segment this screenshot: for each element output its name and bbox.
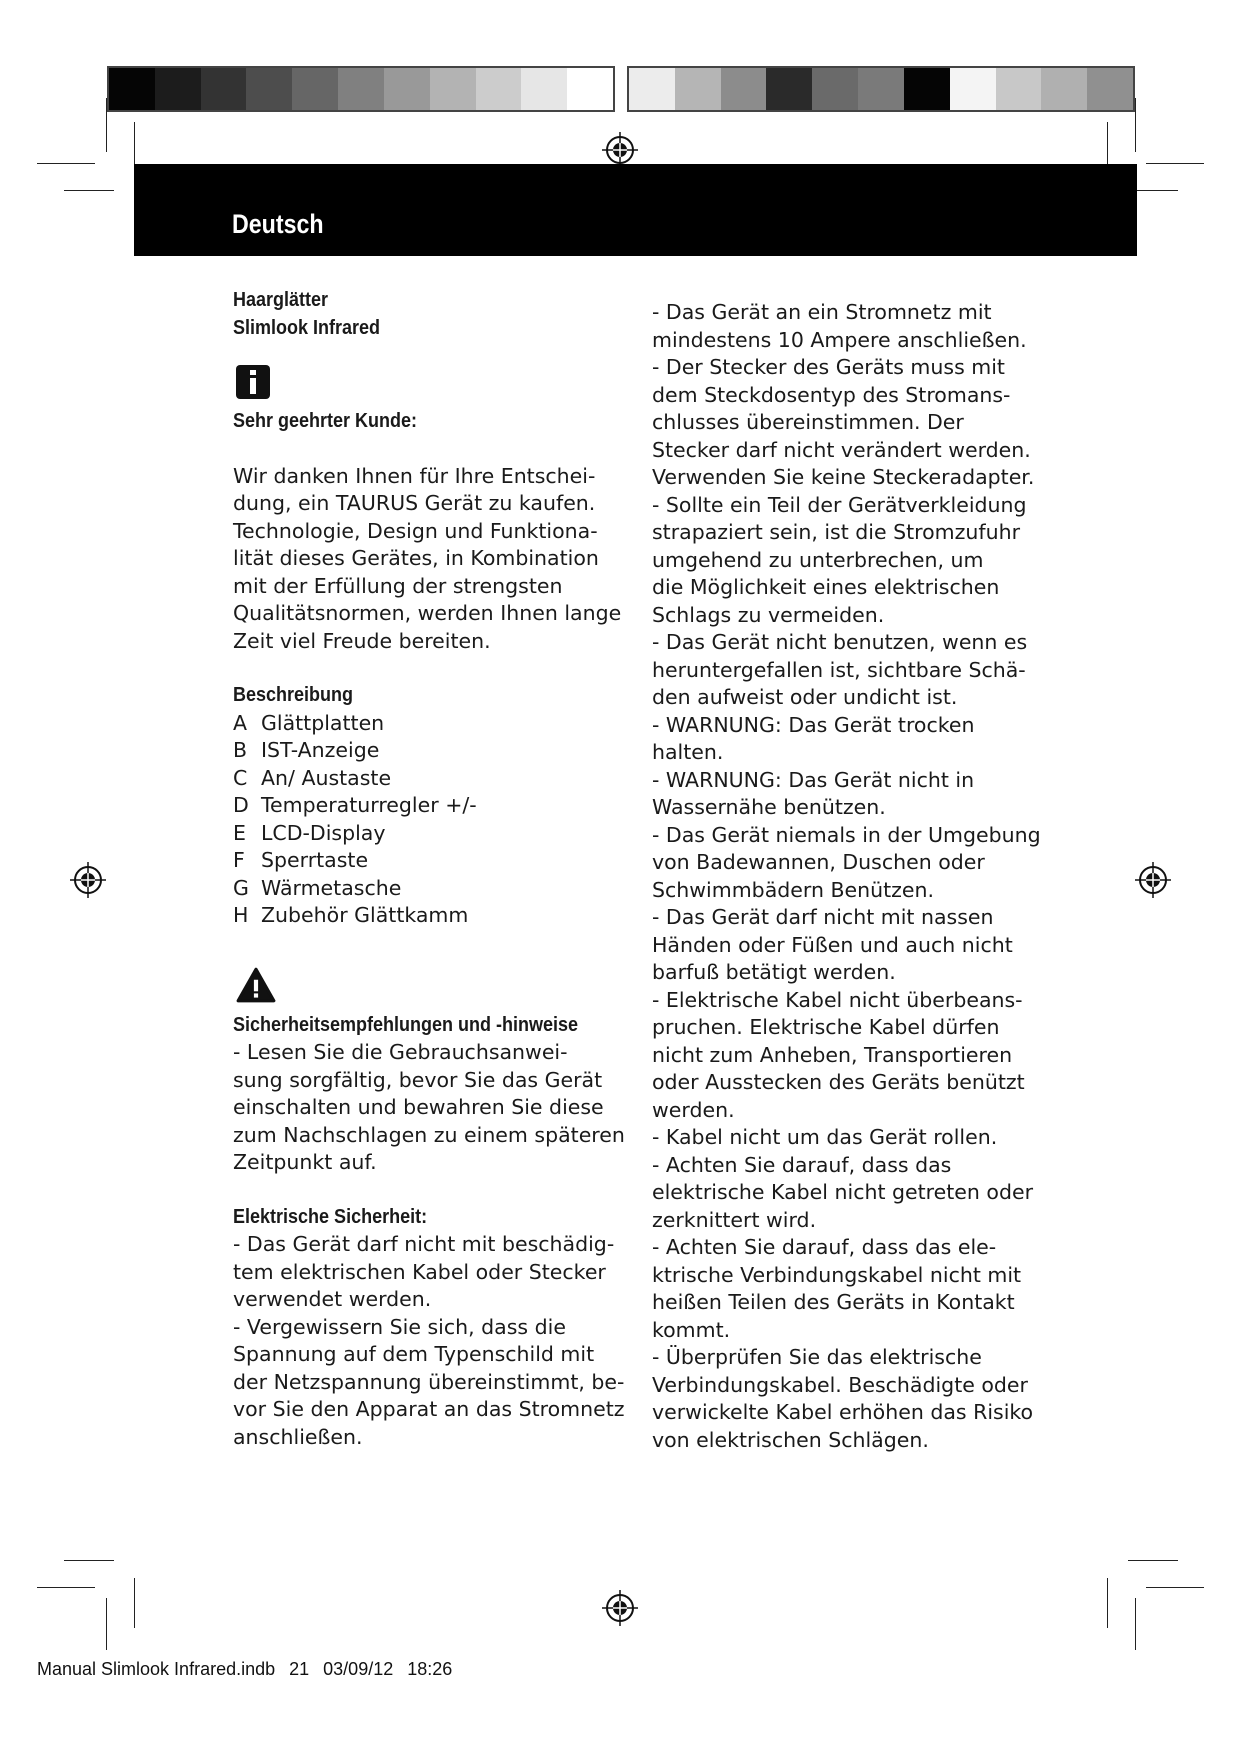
body-text-line: barfuß betätigt werden.: [652, 960, 896, 984]
electrical-text: - Das Gerät darf nicht mit beschädig- tem elektrischen Kabel oder Stecker verwendet werden. - Vergewissern Sie sich, dass die Spannung auf dem Typenschild mit der Netzspannung übereinstimmt, be- vor Sie den Apparat an das Stromnetz anschließen.: [233, 1232, 625, 1449]
body-text-line: Verwenden Sie keine Steckeradapter.: [652, 465, 1035, 489]
body-text-line: Händen oder Füßen und auch nicht: [652, 932, 1013, 957]
safety-title: Sicherheitsempfehlungen und -hinweise: [233, 1013, 579, 1036]
crop-mark: [1146, 1587, 1204, 1588]
color-swatch: [904, 68, 950, 110]
left-column: [233, 287, 623, 1451]
color-swatch: [384, 68, 430, 110]
color-swatch: [430, 68, 476, 110]
crop-mark: [106, 1598, 107, 1650]
color-swatch: [950, 68, 996, 110]
crop-mark: [1128, 1560, 1178, 1561]
color-swatch: [1087, 68, 1133, 110]
color-swatch: [109, 68, 155, 110]
body-text-line: kommt.: [652, 1317, 731, 1342]
body-text-line: von elektrischen Schlägen.: [652, 1427, 929, 1452]
body-text-line: - Das Gerät darf nicht mit nassen: [652, 905, 994, 929]
registration-target-icon: [600, 1588, 640, 1628]
slug-date: 03/09/12: [323, 1659, 394, 1679]
list-item: B IST-Anzeige: [233, 738, 380, 762]
body-text-line: von Badewannen, Duschen oder: [652, 850, 985, 874]
print-slug: [37, 1659, 466, 1680]
body-text-line: ktrische Verbindungskabel nicht mit: [652, 1262, 1022, 1287]
color-bar-right: [627, 66, 1135, 112]
crop-mark: [64, 190, 114, 191]
product-name: Haarglätter: [233, 289, 329, 311]
safety-text: - Lesen Sie die Gebrauchsanwei- sung sorgfältig, bevor Sie das Gerät einschalten und bewahren Sie diese zum Nachschlagen zu einem späteren Zeitpunkt auf.: [233, 1040, 625, 1174]
body-text-line: halten.: [652, 740, 724, 764]
language-title: Deutsch: [232, 209, 324, 239]
list-item: G Wärmetasche: [233, 875, 402, 900]
color-swatch: [996, 68, 1042, 110]
body-text-line: strapaziert sein, ist die Stromzufuhr: [652, 520, 1021, 544]
body-text-line: den aufweist oder undicht ist.: [652, 685, 958, 709]
body-text-line: - WARNUNG: Das Gerät nicht in: [652, 767, 975, 792]
color-swatch: [1041, 68, 1087, 110]
warning-icon: [235, 966, 277, 1004]
info-icon: [235, 364, 271, 400]
color-swatch: [155, 68, 201, 110]
body-text-line: die Möglichkeit eines elektrischen: [652, 575, 1000, 599]
body-text-line: - Elektrische Kabel nicht überbeans-: [652, 987, 1023, 1012]
crop-mark: [134, 122, 135, 166]
color-swatch: [521, 68, 567, 110]
body-text-line: - Das Gerät nicht benutzen, wenn es: [652, 630, 1028, 654]
crop-mark: [37, 1587, 95, 1588]
color-swatch: [721, 68, 767, 110]
list-item: C An/ Austaste: [233, 765, 392, 790]
description-title: Beschreibung: [233, 684, 354, 706]
registration-target-icon: [68, 860, 108, 900]
body-text-line: Verbindungskabel. Beschädigte oder: [652, 1372, 1028, 1397]
crop-mark: [1135, 98, 1136, 152]
color-swatch: [201, 68, 247, 110]
color-swatch: [629, 68, 675, 110]
body-text-line: heruntergefallen ist, sichtbare Schä-: [652, 657, 1026, 682]
color-swatch: [476, 68, 522, 110]
body-text-line: heißen Teilen des Geräts in Kontakt: [652, 1290, 1015, 1314]
body-text-line: - Kabel nicht um das Gerät rollen.: [652, 1125, 998, 1149]
body-text-line: Wassernähe benützen.: [652, 795, 886, 819]
greeting-title: Sehr geehrter Kunde:: [233, 410, 418, 432]
body-text-line: pruchen. Elektrische Kabel dürfen: [652, 1015, 1000, 1039]
electrical-title: Elektrische Sicherheit:: [233, 1205, 428, 1228]
crop-mark: [37, 163, 95, 164]
color-swatch: [338, 68, 384, 110]
body-text-line: - Achten Sie darauf, dass das: [652, 1152, 952, 1177]
body-text-line: Stecker darf nicht verändert werden.: [652, 437, 1031, 462]
slug-page: 21: [289, 1659, 310, 1679]
body-text-line: oder Ausstecken des Geräts benützt: [652, 1070, 1025, 1094]
right-column: [652, 299, 1052, 1454]
crop-mark: [64, 1560, 114, 1561]
body-text-line: - Das Gerät niemals in der Umgebung: [652, 822, 1041, 847]
language-header: [134, 164, 1137, 256]
crop-mark: [134, 1578, 135, 1628]
list-item: A Glättplatten: [233, 710, 385, 735]
parts-list: [233, 710, 623, 930]
body-text-line: dem Steckdosentyp des Stromans-: [652, 382, 1011, 407]
color-swatch: [766, 68, 812, 110]
body-text-line: mindestens 10 Ampere anschließen.: [652, 327, 1027, 352]
crop-mark: [1107, 122, 1108, 166]
color-bar-left: [107, 66, 615, 112]
body-text-line: verwickelte Kabel erhöhen das Risiko: [652, 1400, 1034, 1424]
body-text-line: umgehend zu unterbrechen, um: [652, 547, 984, 572]
crop-mark: [1146, 163, 1204, 164]
greeting-text: Wir danken Ihnen für Ihre Entschei- dung, ein TAURUS Gerät zu kaufen. Technologie, Design und Funktiona- lität dieses Gerätes, in Kombination mit der Erfüllung der strengsten Qualitätsnormen, werden Ihnen lange Zeit viel Freude bereiten.: [233, 463, 622, 653]
crop-mark: [1135, 1598, 1136, 1650]
color-swatch: [812, 68, 858, 110]
body-text-line: - Der Stecker des Geräts muss mit: [652, 355, 1005, 379]
color-swatch: [246, 68, 292, 110]
crop-mark: [106, 98, 107, 152]
slug-time: 18:26: [407, 1659, 453, 1679]
list-item: E LCD-Display: [233, 820, 386, 845]
color-swatch: [292, 68, 338, 110]
list-item: D Temperaturregler +/-: [233, 793, 477, 817]
list-item: F Sperrtaste: [233, 848, 369, 872]
body-text-line: nicht zum Anheben, Transportieren: [652, 1042, 1013, 1067]
body-text-line: elektrische Kabel nicht getreten oder: [652, 1180, 1034, 1204]
body-text-line: Schlags zu vermeiden.: [652, 602, 885, 627]
body-text-line: - Überprüfen Sie das elektrische: [652, 1345, 982, 1369]
color-swatch: [858, 68, 904, 110]
body-text-line: - WARNUNG: Das Gerät trocken: [652, 712, 975, 737]
product-model: Slimlook Infrared: [233, 316, 381, 339]
body-text-line: - Das Gerät an ein Stromnetz mit: [652, 300, 992, 324]
body-text-line: werden.: [652, 1097, 735, 1122]
slug-file: Manual Slimlook Infrared.indb: [37, 1659, 276, 1679]
body-text-line: zerknittert wird.: [652, 1207, 817, 1232]
crop-mark: [1107, 1578, 1108, 1628]
color-swatch: [567, 68, 613, 110]
body-text-line: chlusses übereinstimmen. Der: [652, 410, 964, 434]
body-text-line: - Achten Sie darauf, dass das ele-: [652, 1235, 997, 1259]
body-text-line: - Sollte ein Teil der Gerätverkleidung: [652, 492, 1027, 517]
body-text-line: Schwimmbädern Benützen.: [652, 877, 935, 902]
list-item: H Zubehör Glättkamm: [233, 903, 469, 927]
color-swatch: [675, 68, 721, 110]
registration-target-icon: [1133, 860, 1173, 900]
